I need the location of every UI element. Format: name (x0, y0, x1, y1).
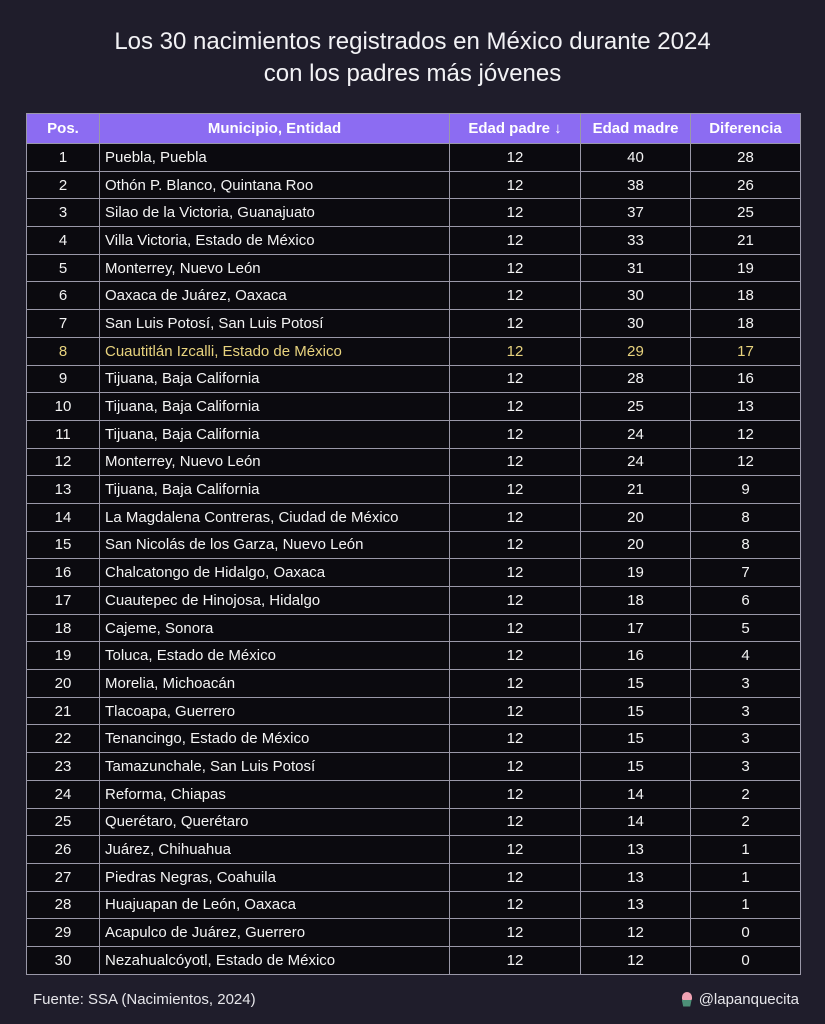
credit (681, 991, 799, 1008)
cell-edad-padre: 12 (450, 808, 581, 836)
cell-edad-madre: 24 (581, 420, 691, 448)
births-table (26, 113, 801, 975)
cell-diferencia: 8 (691, 531, 801, 559)
cell-diferencia: 16 (691, 365, 801, 393)
cell-diferencia: 7 (691, 559, 801, 587)
cell-edad-madre: 18 (581, 587, 691, 615)
cell-edad-padre: 12 (450, 310, 581, 338)
column-header-diferencia: Diferencia (691, 114, 801, 144)
cell-diferencia: 5 (691, 614, 801, 642)
cell-edad-madre: 15 (581, 725, 691, 753)
cell-edad-padre: 12 (450, 725, 581, 753)
cell-diferencia: 3 (691, 697, 801, 725)
table-row (27, 863, 801, 891)
cell-edad-madre: 30 (581, 282, 691, 310)
cell-pos: 23 (27, 753, 100, 781)
cell-edad-padre: 12 (450, 448, 581, 476)
cell-edad-madre: 30 (581, 310, 691, 338)
cell-diferencia: 18 (691, 310, 801, 338)
table-header (27, 114, 801, 144)
cell-edad-madre: 15 (581, 697, 691, 725)
cell-diferencia: 9 (691, 476, 801, 504)
table-row (27, 808, 801, 836)
cell-diferencia: 21 (691, 227, 801, 255)
cell-pos: 18 (27, 614, 100, 642)
cell-municipio: Querétaro, Querétaro (100, 808, 450, 836)
table-row (27, 337, 801, 365)
cell-municipio: Silao de la Victoria, Guanajuato (100, 199, 450, 227)
cell-municipio: Cajeme, Sonora (100, 614, 450, 642)
cell-pos: 20 (27, 670, 100, 698)
cell-pos: 11 (27, 420, 100, 448)
table-row (27, 393, 801, 421)
cell-pos: 30 (27, 946, 100, 974)
cell-edad-padre: 12 (450, 836, 581, 864)
cell-pos: 16 (27, 559, 100, 587)
table-row (27, 310, 801, 338)
table-row (27, 614, 801, 642)
table-row (27, 420, 801, 448)
cell-edad-madre: 13 (581, 891, 691, 919)
cell-edad-padre: 12 (450, 393, 581, 421)
table-row (27, 282, 801, 310)
cell-diferencia: 6 (691, 587, 801, 615)
cell-municipio: Tlacoapa, Guerrero (100, 697, 450, 725)
cell-municipio: Reforma, Chiapas (100, 780, 450, 808)
cell-municipio: Tijuana, Baja California (100, 476, 450, 504)
title-line-1: Los 30 nacimientos registrados en México durante 2024 (114, 28, 711, 55)
cell-pos: 25 (27, 808, 100, 836)
table-row (27, 670, 801, 698)
cell-diferencia: 26 (691, 171, 801, 199)
cell-diferencia: 1 (691, 891, 801, 919)
cell-diferencia: 25 (691, 199, 801, 227)
cell-edad-madre: 15 (581, 670, 691, 698)
cell-diferencia: 12 (691, 420, 801, 448)
table-row (27, 753, 801, 781)
cell-diferencia: 19 (691, 254, 801, 282)
cell-municipio: Cuautepec de Hinojosa, Hidalgo (100, 587, 450, 615)
cell-diferencia: 0 (691, 946, 801, 974)
table-row (27, 503, 801, 531)
cell-edad-padre: 12 (450, 199, 581, 227)
cell-edad-madre: 24 (581, 448, 691, 476)
cell-pos: 2 (27, 171, 100, 199)
cell-edad-madre: 37 (581, 199, 691, 227)
page-title (0, 26, 825, 90)
table-row (27, 199, 801, 227)
table-row (27, 642, 801, 670)
cell-edad-padre: 12 (450, 670, 581, 698)
cell-edad-madre: 31 (581, 254, 691, 282)
cell-diferencia: 0 (691, 919, 801, 947)
cell-edad-padre: 12 (450, 919, 581, 947)
cell-pos: 9 (27, 365, 100, 393)
cell-pos: 28 (27, 891, 100, 919)
column-header-edad-padre: Edad padre ↓ (450, 114, 581, 144)
table-row (27, 725, 801, 753)
cell-edad-padre: 12 (450, 144, 581, 172)
cell-edad-padre: 12 (450, 503, 581, 531)
cell-pos: 14 (27, 503, 100, 531)
cell-pos: 5 (27, 254, 100, 282)
table-row (27, 448, 801, 476)
cell-edad-madre: 15 (581, 753, 691, 781)
cell-pos: 13 (27, 476, 100, 504)
cell-edad-madre: 40 (581, 144, 691, 172)
cell-edad-padre: 12 (450, 476, 581, 504)
cell-municipio: Cuautitlán Izcalli, Estado de México (100, 337, 450, 365)
cell-edad-padre: 12 (450, 780, 581, 808)
cell-municipio: Monterrey, Nuevo León (100, 448, 450, 476)
table-body (27, 144, 801, 975)
source-note: Fuente: SSA (Nacimientos, 2024) (33, 991, 256, 1008)
cell-edad-padre: 12 (450, 891, 581, 919)
cell-edad-padre: 12 (450, 587, 581, 615)
cell-pos: 17 (27, 587, 100, 615)
cell-diferencia: 8 (691, 503, 801, 531)
cell-municipio: Oaxaca de Juárez, Oaxaca (100, 282, 450, 310)
cell-municipio: Toluca, Estado de México (100, 642, 450, 670)
cell-edad-padre: 12 (450, 282, 581, 310)
cell-edad-padre: 12 (450, 171, 581, 199)
table-row (27, 171, 801, 199)
cell-edad-madre: 38 (581, 171, 691, 199)
cell-pos: 22 (27, 725, 100, 753)
table-row (27, 587, 801, 615)
cell-edad-madre: 29 (581, 337, 691, 365)
cell-diferencia: 1 (691, 836, 801, 864)
cell-edad-padre: 12 (450, 531, 581, 559)
cell-edad-madre: 21 (581, 476, 691, 504)
column-header-edad-madre: Edad madre (581, 114, 691, 144)
cell-edad-padre: 12 (450, 559, 581, 587)
cell-edad-madre: 25 (581, 393, 691, 421)
cell-edad-madre: 33 (581, 227, 691, 255)
cell-edad-madre: 12 (581, 919, 691, 947)
cell-edad-padre: 12 (450, 365, 581, 393)
cell-municipio: Monterrey, Nuevo León (100, 254, 450, 282)
cell-edad-madre: 20 (581, 503, 691, 531)
cell-edad-madre: 12 (581, 946, 691, 974)
cell-municipio: Juárez, Chihuahua (100, 836, 450, 864)
column-header-pos: Pos. (27, 114, 100, 144)
column-header-municipio: Municipio, Entidad (100, 114, 450, 144)
cell-diferencia: 1 (691, 863, 801, 891)
cell-diferencia: 4 (691, 642, 801, 670)
cell-municipio: Huajuapan de León, Oaxaca (100, 891, 450, 919)
cell-municipio: Tijuana, Baja California (100, 420, 450, 448)
cell-diferencia: 13 (691, 393, 801, 421)
cell-diferencia: 18 (691, 282, 801, 310)
table-row (27, 697, 801, 725)
cell-edad-madre: 16 (581, 642, 691, 670)
table-row (27, 227, 801, 255)
cell-pos: 4 (27, 227, 100, 255)
table-row (27, 780, 801, 808)
cell-pos: 26 (27, 836, 100, 864)
cupcake-icon (681, 992, 693, 1008)
cell-municipio: Othón P. Blanco, Quintana Roo (100, 171, 450, 199)
cell-municipio: Tijuana, Baja California (100, 365, 450, 393)
cell-edad-padre: 12 (450, 863, 581, 891)
cell-edad-padre: 12 (450, 420, 581, 448)
cell-edad-padre: 12 (450, 642, 581, 670)
cell-pos: 6 (27, 282, 100, 310)
cell-municipio: La Magdalena Contreras, Ciudad de México (100, 503, 450, 531)
cell-pos: 29 (27, 919, 100, 947)
cell-pos: 3 (27, 199, 100, 227)
cell-municipio: Tenancingo, Estado de México (100, 725, 450, 753)
cell-edad-padre: 12 (450, 753, 581, 781)
cell-diferencia: 2 (691, 780, 801, 808)
cell-edad-padre: 12 (450, 254, 581, 282)
cell-diferencia: 2 (691, 808, 801, 836)
title-line-2: con los padres más jóvenes (263, 60, 562, 87)
cell-edad-madre: 20 (581, 531, 691, 559)
cell-edad-madre: 17 (581, 614, 691, 642)
cell-edad-padre: 12 (450, 946, 581, 974)
cell-edad-padre: 12 (450, 227, 581, 255)
cell-diferencia: 3 (691, 670, 801, 698)
cell-diferencia: 28 (691, 144, 801, 172)
cell-municipio: Piedras Negras, Coahuila (100, 863, 450, 891)
cell-edad-madre: 28 (581, 365, 691, 393)
cell-municipio: Puebla, Puebla (100, 144, 450, 172)
table-row (27, 836, 801, 864)
table-row (27, 559, 801, 587)
table-row (27, 946, 801, 974)
cell-pos: 21 (27, 697, 100, 725)
table-row (27, 144, 801, 172)
cell-edad-madre: 13 (581, 836, 691, 864)
credit-handle: @lapanquecita (698, 991, 799, 1008)
table-row (27, 365, 801, 393)
cell-municipio: Chalcatongo de Hidalgo, Oaxaca (100, 559, 450, 587)
cell-municipio: Tamazunchale, San Luis Potosí (100, 753, 450, 781)
cell-edad-madre: 13 (581, 863, 691, 891)
cell-pos: 1 (27, 144, 100, 172)
cell-municipio: Morelia, Michoacán (100, 670, 450, 698)
cell-municipio: Acapulco de Juárez, Guerrero (100, 919, 450, 947)
table-row (27, 919, 801, 947)
cell-pos: 24 (27, 780, 100, 808)
cell-edad-padre: 12 (450, 697, 581, 725)
table-row (27, 531, 801, 559)
cell-pos: 10 (27, 393, 100, 421)
cell-municipio: Nezahualcóyotl, Estado de México (100, 946, 450, 974)
cell-diferencia: 17 (691, 337, 801, 365)
table-row (27, 891, 801, 919)
cell-municipio: Villa Victoria, Estado de México (100, 227, 450, 255)
cell-pos: 7 (27, 310, 100, 338)
cell-pos: 27 (27, 863, 100, 891)
cell-pos: 19 (27, 642, 100, 670)
cell-pos: 8 (27, 337, 100, 365)
cell-municipio: Tijuana, Baja California (100, 393, 450, 421)
cell-edad-madre: 14 (581, 780, 691, 808)
table-row (27, 476, 801, 504)
cell-pos: 12 (27, 448, 100, 476)
cell-edad-madre: 19 (581, 559, 691, 587)
table-row (27, 254, 801, 282)
cell-diferencia: 12 (691, 448, 801, 476)
cell-edad-padre: 12 (450, 337, 581, 365)
cell-edad-madre: 14 (581, 808, 691, 836)
cell-diferencia: 3 (691, 725, 801, 753)
cell-diferencia: 3 (691, 753, 801, 781)
cell-municipio: San Nicolás de los Garza, Nuevo León (100, 531, 450, 559)
cell-edad-padre: 12 (450, 614, 581, 642)
cell-municipio: San Luis Potosí, San Luis Potosí (100, 310, 450, 338)
cell-pos: 15 (27, 531, 100, 559)
